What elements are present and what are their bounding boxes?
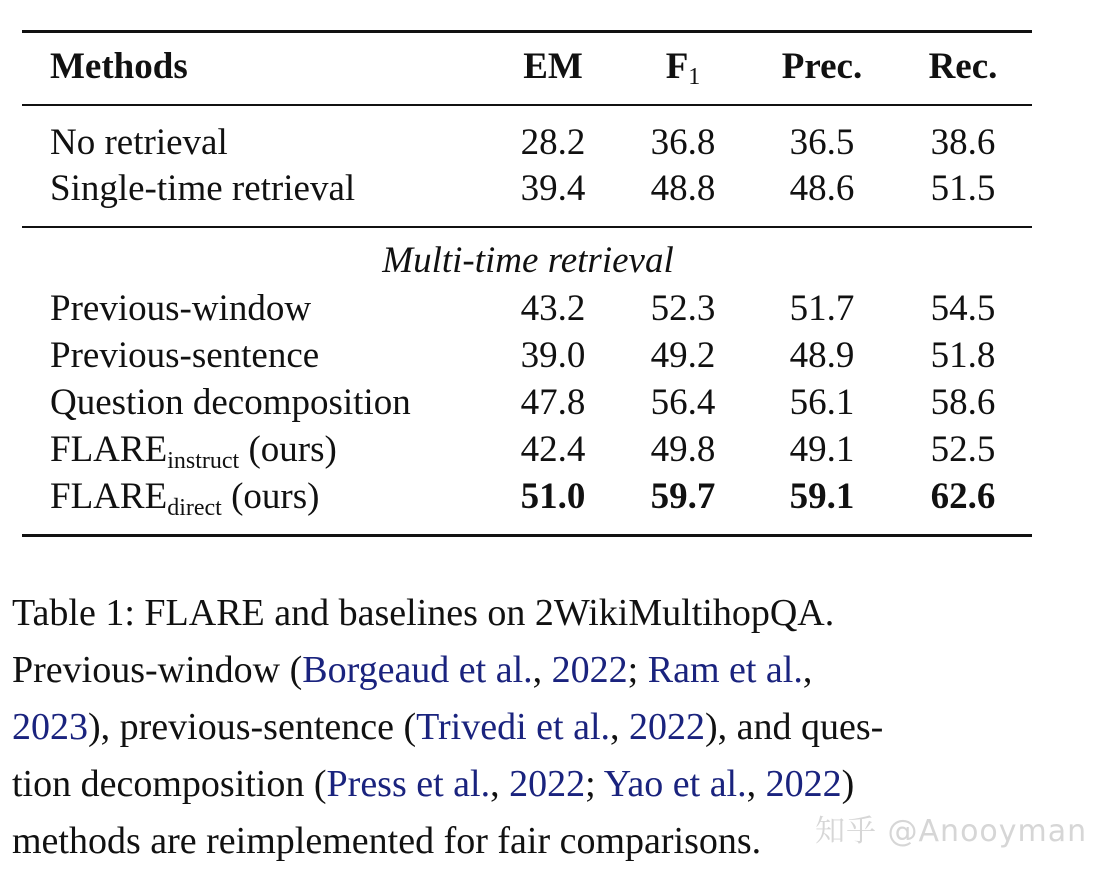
table-row [0,166,1120,212]
citation-link[interactable]: Yao et al. [603,763,747,805]
cell-f1: 56.4 [650,382,716,423]
cell-rec: 51.5 [930,168,996,209]
row-method: Previous-sentence [50,335,320,376]
row-method: No retrieval [50,122,228,163]
watermark: 知乎 @Anooyman [815,814,1088,849]
cell-prec: 49.1 [789,429,855,470]
header-em: EM [523,46,583,87]
row-method: $FLARE_{instruct}$ (ours) [50,429,337,474]
table-row [0,120,1120,166]
citation-link[interactable]: Press et al. [326,763,491,805]
header-rec: Rec. [928,46,998,87]
citation-year-link[interactable]: 2022 [509,763,586,805]
citation-year-link[interactable]: 2022 [765,763,842,805]
cell-em: 42.4 [520,429,586,470]
cell-prec: 51.7 [789,288,855,329]
caption-line: Previous-window (Borgeaud et al., 2022; Ram et al., [12,649,813,691]
cell-f1: 49.2 [650,335,716,376]
cell-f1: 49.8 [650,429,716,470]
cell-f1: 36.8 [650,122,716,163]
table-header-row [0,44,1120,90]
table-row [0,333,1120,379]
citation-link[interactable]: Borgeaud et al. [302,649,533,691]
caption-line: methods are reimplemented for fair comparisons. [12,820,762,862]
cell-rec: 54.5 [930,288,996,329]
cell-prec: 48.6 [789,168,855,209]
citation-year-link[interactable]: 2022 [629,706,705,748]
table-row [0,474,1120,520]
table-row [0,380,1120,426]
cell-em: 43.2 [520,288,586,329]
row-method: Question decomposition [50,382,411,423]
citation-year-link[interactable]: 2022 [551,649,628,691]
cell-f1: 48.8 [650,168,716,209]
cell-f1: 59.7 [650,476,716,517]
cell-em: 47.8 [520,382,586,423]
cell-rec: 58.6 [930,382,996,423]
table-row [0,286,1120,332]
group-label: Multi-time retrieval [382,240,674,281]
cell-rec: 52.5 [930,429,996,470]
row-method: $FLARE_{direct}$ (ours) [50,476,320,521]
cell-prec: 59.1 [789,476,855,517]
caption-line: Table 1: FLARE and baselines on 2WikiMultihopQA. [12,592,835,634]
cell-rec: 62.6 [930,476,996,517]
table-bottom-rule [22,534,1032,537]
cell-prec: 56.1 [789,382,855,423]
header-f1: $F_1$ [665,46,701,90]
cell-em: 39.4 [520,168,586,209]
caption-line: tion decomposition (Press et al., 2022; Yao et al., 2022) [12,763,855,805]
table-group-rule [22,226,1032,228]
cell-rec: 38.6 [930,122,996,163]
citation-link[interactable]: Trivedi et al. [416,706,610,748]
cell-em: 51.0 [520,476,586,517]
cell-f1: 52.3 [650,288,716,329]
citation-year-link[interactable]: 2023 [12,706,88,748]
header-methods: Methods [50,46,188,87]
header-prec: Prec. [781,46,863,87]
citation-link[interactable]: Ram et al. [647,649,803,691]
row-method: Previous-window [50,288,312,329]
cell-prec: 36.5 [789,122,855,163]
cell-em: 28.2 [520,122,586,163]
table-header-rule [22,104,1032,106]
caption-line: 2023), previous-sentence (Trivedi et al., 2022), and ques- [12,706,884,748]
cell-rec: 51.8 [930,335,996,376]
table-row [0,427,1120,473]
cell-em: 39.0 [520,335,586,376]
row-method: Single-time retrieval [50,168,356,209]
cell-prec: 48.9 [789,335,855,376]
table-top-rule [22,30,1032,33]
